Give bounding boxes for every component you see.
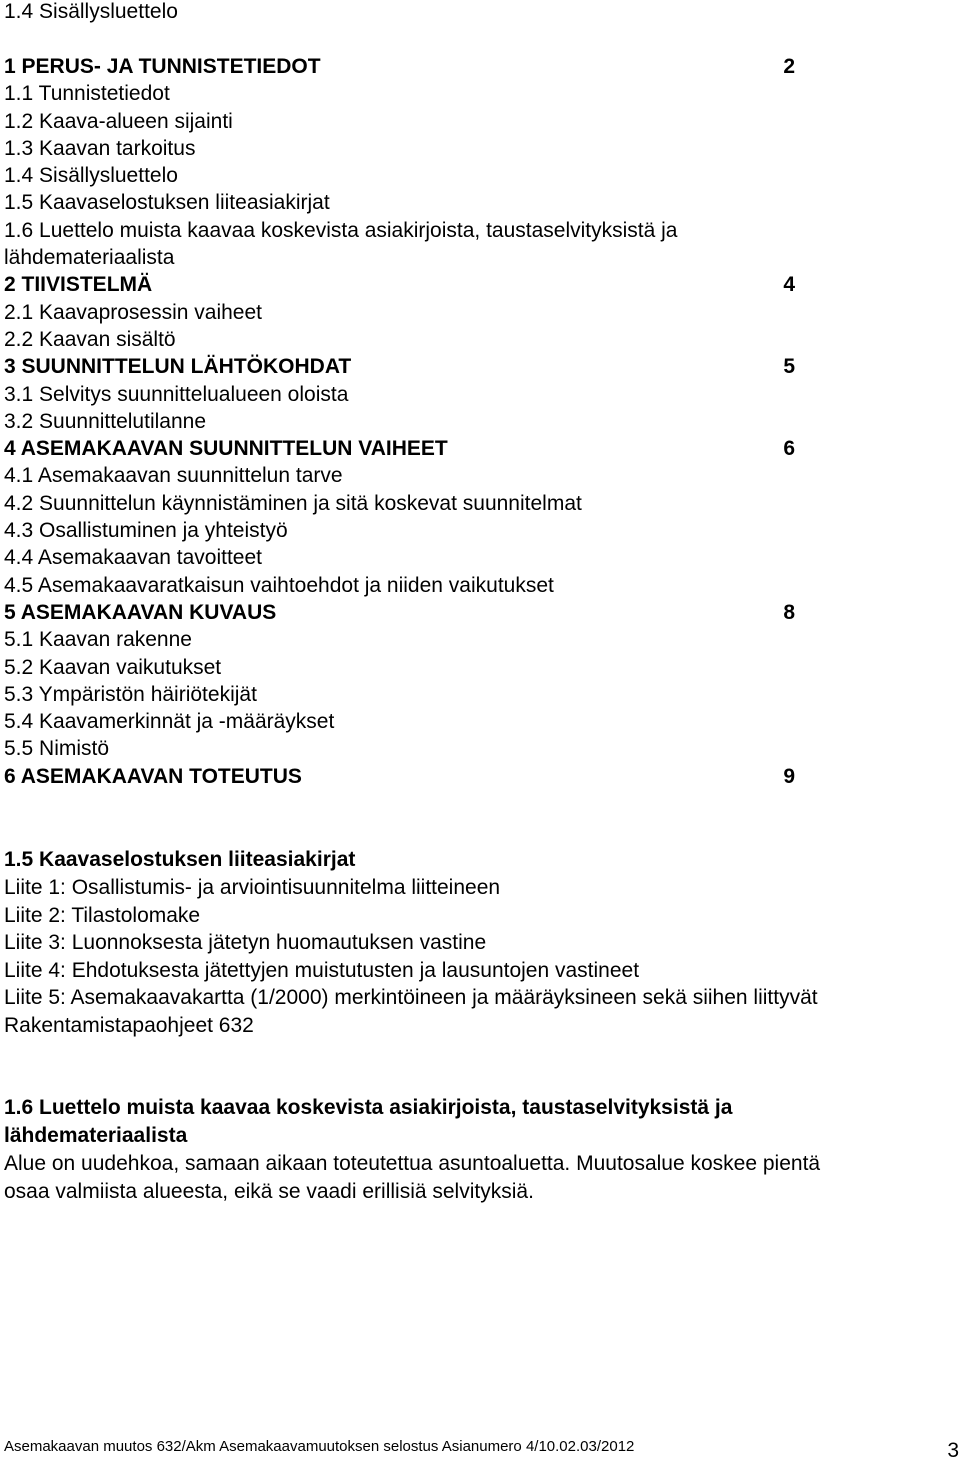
toc-entry-text: 5 ASEMAKAAVAN KUVAUS — [4, 600, 277, 624]
documents-title-line1: 1.6 Luettelo muista kaavaa koskevista asiakirjoista, taustaselvityksistä ja — [4, 1096, 733, 1119]
toc-entry-text: 4.1 Asemakaavan suunnittelun tarve — [4, 464, 343, 488]
toc-sub-entry — [4, 708, 804, 735]
toc-entry-text: 4.5 Asemakaavaratkaisun vaihtoehdot ja niiden vaikutukset — [4, 573, 554, 597]
footer-text: Asemakaavan muutos 632/Akm Asemakaavamuutoksen selostus Asianumero 4/10.02.03/2012 — [4, 1438, 635, 1455]
toc-page-number: 4 — [783, 273, 795, 297]
attachment-line: Rakentamistapaohjeet 632 — [4, 1013, 254, 1037]
toc-sub-entry — [4, 189, 804, 216]
toc-entry-text: 2.2 Kaavan sisältö — [4, 327, 176, 351]
toc-sub-entry — [4, 326, 804, 353]
attachments-section — [4, 846, 944, 1039]
toc-entry-text: 5.1 Kaavan rakenne — [4, 628, 192, 652]
toc-entry-text: 4.2 Suunnittelun käynnistäminen ja sitä koskevat suunnitelmat — [4, 491, 582, 515]
table-of-contents — [4, 53, 804, 790]
documents-text-line: osaa valmiista alueesta, eikä se vaadi erillisiä selvityksiä. — [4, 1179, 534, 1203]
attachment-line: Liite 5: Asemakaavakartta (1/2000) merkintöineen ja määräyksineen sekä siihen liittyvät — [4, 986, 818, 1009]
toc-entry-text: 4.3 Osallistuminen ja yhteistyö — [4, 519, 288, 543]
toc-sub-entry — [4, 681, 804, 708]
toc-entry-text: lähdemateriaalista — [4, 246, 175, 270]
toc-sub-entry — [4, 381, 804, 408]
attachment-line: Liite 1: Osallistumis- ja arviointisuunnitelma liitteineen — [4, 876, 501, 899]
toc-main-entry — [4, 353, 804, 380]
toc-page-number: 2 — [783, 55, 795, 78]
toc-entry-text: 5.3 Ympäristön häiriötekijät — [4, 682, 257, 706]
toc-entry-text: 2.1 Kaavaprosessin vaiheet — [4, 300, 262, 324]
toc-sub-entry — [4, 654, 804, 681]
toc-entry-text: 5.4 Kaavamerkinnät ja -määräykset — [4, 710, 335, 734]
toc-entry-text: 1.2 Kaava-alueen sijainti — [4, 109, 233, 133]
toc-sub-entry — [4, 490, 804, 517]
toc-sub-entry — [4, 162, 804, 189]
toc-page-number: 9 — [783, 764, 795, 788]
toc-sub-entry — [4, 80, 804, 107]
toc-entry-text: 5.2 Kaavan vaikutukset — [4, 655, 222, 679]
toc-entry-text: 1.4 Sisällysluettelo — [4, 164, 178, 188]
toc-main-entry — [4, 763, 804, 790]
toc-entry-text: 2 TIIVISTELMÄ — [4, 273, 153, 297]
toc-sub-entry — [4, 626, 804, 653]
toc-sub-entry — [4, 135, 804, 162]
toc-main-entry — [4, 435, 804, 462]
toc-heading: 1.4 Sisällysluettelo — [4, 0, 178, 23]
toc-sub-entry — [4, 572, 804, 599]
toc-entry-text: 4.4 Asemakaavan tavoitteet — [4, 546, 262, 570]
toc-sub-entry — [4, 217, 804, 244]
toc-entry-text: 3 SUUNNITTELUN LÄHTÖKOHDAT — [4, 355, 352, 379]
toc-entry-text: 4 ASEMAKAAVAN SUUNNITTELUN VAIHEET — [4, 437, 448, 461]
toc-entry-text: 1.6 Luettelo muista kaavaa koskevista asiakirjoista, taustaselvityksistä ja — [4, 218, 678, 242]
toc-sub-entry — [4, 108, 804, 135]
toc-page-number: 6 — [783, 437, 795, 461]
toc-sub-entry — [4, 544, 804, 571]
toc-entry-text: 1 PERUS- JA TUNNISTETIEDOT — [4, 55, 321, 78]
toc-entry-text: 3.1 Selvitys suunnittelualueen oloista — [4, 382, 349, 406]
toc-page-number: 5 — [783, 355, 795, 379]
toc-main-entry — [4, 271, 804, 298]
toc-page-number: 8 — [783, 600, 795, 624]
toc-sub-entry — [4, 517, 804, 544]
attachment-line: Liite 4: Ehdotuksesta jätettyjen muistutusten ja lausuntojen vastineet — [4, 958, 640, 982]
toc-entry-text: 1.1 Tunnistetiedot — [4, 82, 170, 106]
toc-entry-text: 1.5 Kaavaselostuksen liiteasiakirjat — [4, 191, 330, 215]
toc-sub-entry — [4, 735, 804, 762]
toc-main-entry — [4, 53, 804, 80]
toc-entry-text: 6 ASEMAKAAVAN TOTEUTUS — [4, 764, 302, 788]
documents-title-line2: lähdemateriaalista — [4, 1124, 188, 1147]
attachment-line: Liite 2: Tilastolomake — [4, 903, 201, 927]
attachment-line: Liite 3: Luonnoksesta jätetyn huomautuksen vastine — [4, 931, 487, 954]
page-footer — [4, 1435, 959, 1461]
footer-page-number: 3 — [947, 1439, 959, 1462]
toc-sub-entry — [4, 244, 804, 271]
toc-main-entry — [4, 599, 804, 626]
toc-sub-entry — [4, 408, 804, 435]
attachments-title: 1.5 Kaavaselostuksen liiteasiakirjat — [4, 848, 356, 871]
documents-text-line: Alue on uudehkoa, samaan aikaan toteutettua asuntoaluetta. Muutosalue koskee pientä — [4, 1152, 821, 1175]
toc-sub-entry — [4, 462, 804, 489]
toc-entry-text: 1.3 Kaavan tarkoitus — [4, 136, 196, 160]
documents-section — [4, 1094, 944, 1205]
toc-entry-text: 3.2 Suunnittelutilanne — [4, 409, 206, 433]
toc-sub-entry — [4, 299, 804, 326]
toc-entry-text: 5.5 Nimistö — [4, 737, 110, 761]
